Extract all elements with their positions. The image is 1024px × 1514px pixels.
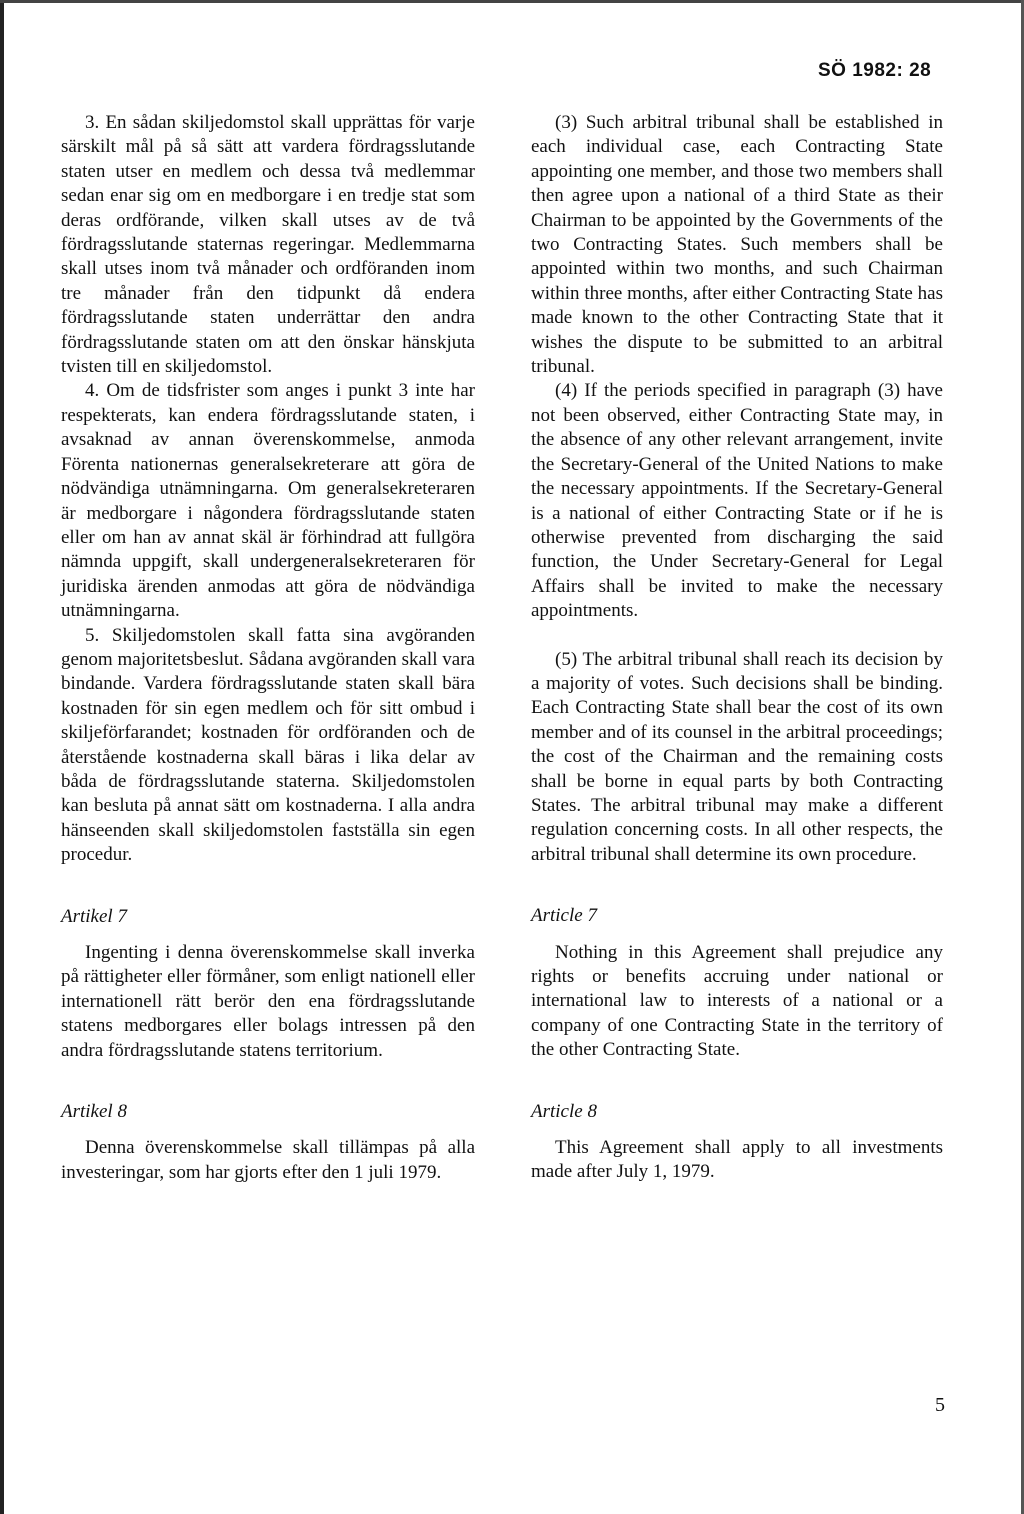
scan-edge-left (0, 0, 4, 1514)
swedish-column (61, 111, 475, 1185)
english-paragraph-3: (3) Such arbitral tribunal shall be established in each individual case, each Contracting State appointing one member, and those two members shall then agree upon a national of a third State as their Chairman to be appointed by the Governments of the two Contracting States. Such members shall be appointed within two months, and such Chairman within three months, after either Contracting State has made known to the other Contracting State that it wishes the dispute to be submitted to an arbitral tribunal. (531, 112, 943, 378)
spacer (61, 929, 475, 941)
swedish-paragraph-4: 4. Om de tidsfrister som anges i punkt 3 inte har respekterats, kan endera fördragsslutande staten, i avsaknad av annan överenskommelse, anmoda Förenta nationernas generalsekreterare att göra de nödvändiga utnämningarna. Om generalsekreteraren är medborgare i någondera fördragsslutande staten eller om han av annat skäl är förhindrad att fullgöra nämnda uppgift, skall undergeneralsekreteraren för juridiska ärenden anmodas att göra de nödvändiga utnämningarna. (61, 380, 475, 622)
scan-edge-top (0, 0, 1024, 3)
spacer (61, 1063, 475, 1100)
swedish-article-7-heading: Artikel 7 (61, 905, 127, 927)
spacer (531, 624, 943, 648)
spacer (61, 868, 475, 905)
swedish-article-8-heading: Artikel 8 (61, 1101, 127, 1123)
swedish-paragraph-3: 3. En sådan skiljedomstol skall upprättas för varje särskilt mål på så sätt att vardera fördragsslutande staten utser en medlem och dessa två medlemmar sedan enar sig om en medborgare i en tredje stat som deras ordförande, vilken skall utses av de två fördragsslutande staternas regeringar. Medlemmarna skall utses inom två månader och ordföranden inom tre månader från den tidpunkt då endera fördragsslutande staten underrättar den andra fördragsslutande staten om att den önskar hänskjuta tvisten till en skiljedomstol. (61, 112, 475, 378)
english-paragraph-4: (4) If the periods specified in paragraph (3) have not been observed, either Contracting State may, in the absence of any other relevant arrangement, invite the Secretary-General of the United Nations to make the necessary appointments. If the Secretary-General is a national of either Contracting State or if he is otherwise prevented from discharging the said function, the Under Secretary-General for Legal Affairs shall be invited to make the necessary appointments. (531, 380, 943, 622)
swedish-article-8-text: Denna överenskommelse skall tillämpas på alla investeringar, som har gjorts efter den 1 juli 1979. (61, 1137, 475, 1183)
swedish-article-7-text: Ingenting i denna överenskommelse skall inverka på rättigheter eller förmåner, som enligt nationell eller internationell rätt berör den ena fördragsslutande statens medborgares eller bolags intressen på den andra fördragsslutande statens territorium. (61, 942, 475, 1061)
spacer (531, 929, 943, 941)
spacer (531, 867, 943, 904)
english-article-7-heading: Article 7 (531, 905, 597, 927)
english-paragraph-5: (5) The arbitral tribunal shall reach its decision by a majority of votes. Such decisions shall be binding. Each Contracting State shall bear the cost of its own member and of its counsel in the arbitral proceedings; the cost of the Chairman and the remaining costs shall be borne in equal parts by both Contracting States. The arbitral tribunal may make a different regulation concerning costs. In all other respects, the arbitral tribunal shall determine its own procedure. (531, 648, 943, 865)
spacer (61, 1124, 475, 1136)
swedish-paragraph-5: 5. Skiljedomstolen skall fatta sina avgöranden genom majoritetsbeslut. Sådana avgöranden skall vara bindande. Vardera fördragsslutande staten skall bära kostnaden för sin egen medlem och för sitt ombud i skiljeförfarandet; kostnaden för ordföranden och de återstående kostnaderna skall bäras i lika delar av båda de fördragsslutande staterna. Skiljedomstolen kan besluta på annat sätt om kostnaderna. I alla andra hänseenden skall skiljedomstolen fastställa sin egen procedur. (61, 624, 475, 866)
spacer (531, 1063, 943, 1100)
spacer (531, 1124, 943, 1136)
english-article-8-text: This Agreement shall apply to all investments made after July 1, 1979. (531, 1137, 943, 1183)
document-reference: SÖ 1982: 28 (818, 60, 932, 81)
english-article-7-text: Nothing in this Agreement shall prejudice any rights or benefits accruing under national or international law to interests of a national or a company of one Contracting State in the territory of the other Contracting State. (531, 941, 943, 1061)
english-column (531, 111, 943, 1185)
english-article-8-heading: Article 8 (531, 1100, 597, 1122)
page-number: 5 (935, 1394, 945, 1416)
